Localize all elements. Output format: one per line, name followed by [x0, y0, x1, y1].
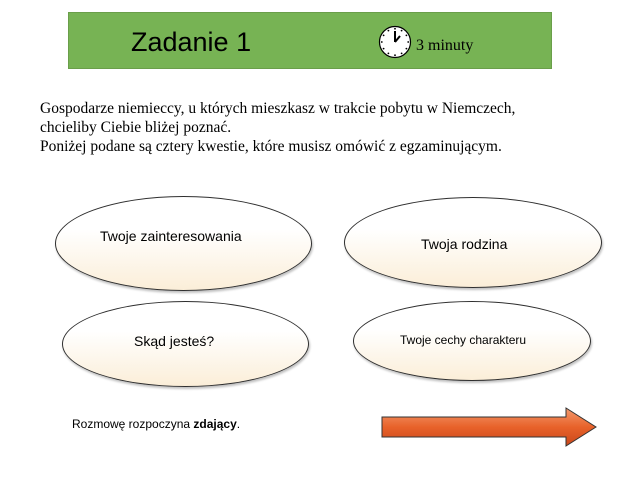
instruction-line: Poniżej podane są cztery kwestie, które musisz omówić z egzaminującym. — [40, 138, 502, 155]
topic-oval-character — [353, 301, 591, 381]
topic-oval-origin — [62, 301, 309, 387]
topic-label: Twoje zainteresowania — [100, 228, 242, 244]
instruction-line: chcieliby Ciebie bliżej poznać. — [40, 119, 232, 136]
footer-text: Rozmowę rozpoczyna — [72, 417, 194, 431]
footer-text-end: . — [236, 417, 241, 431]
instruction-line: Gospodarze niemieccy, u których mieszkasz w trakcie pobytu w Niemczech, — [40, 100, 516, 117]
task-instructions — [40, 99, 620, 156]
task-header — [68, 12, 552, 69]
clock-icon — [377, 24, 413, 60]
footer-note — [72, 417, 240, 431]
right-arrow-icon[interactable] — [380, 406, 598, 448]
topic-oval-family — [344, 197, 602, 288]
topic-label: Twoja rodzina — [421, 236, 508, 252]
footer-bold-text: zdający — [193, 417, 237, 431]
topic-label: Skąd jesteś? — [134, 333, 215, 349]
task-title: Zadanie 1 — [131, 27, 252, 57]
topic-label: Twoje cechy charakteru — [400, 333, 527, 347]
time-limit: 3 minuty — [416, 37, 474, 54]
topic-oval-interests — [55, 196, 312, 291]
